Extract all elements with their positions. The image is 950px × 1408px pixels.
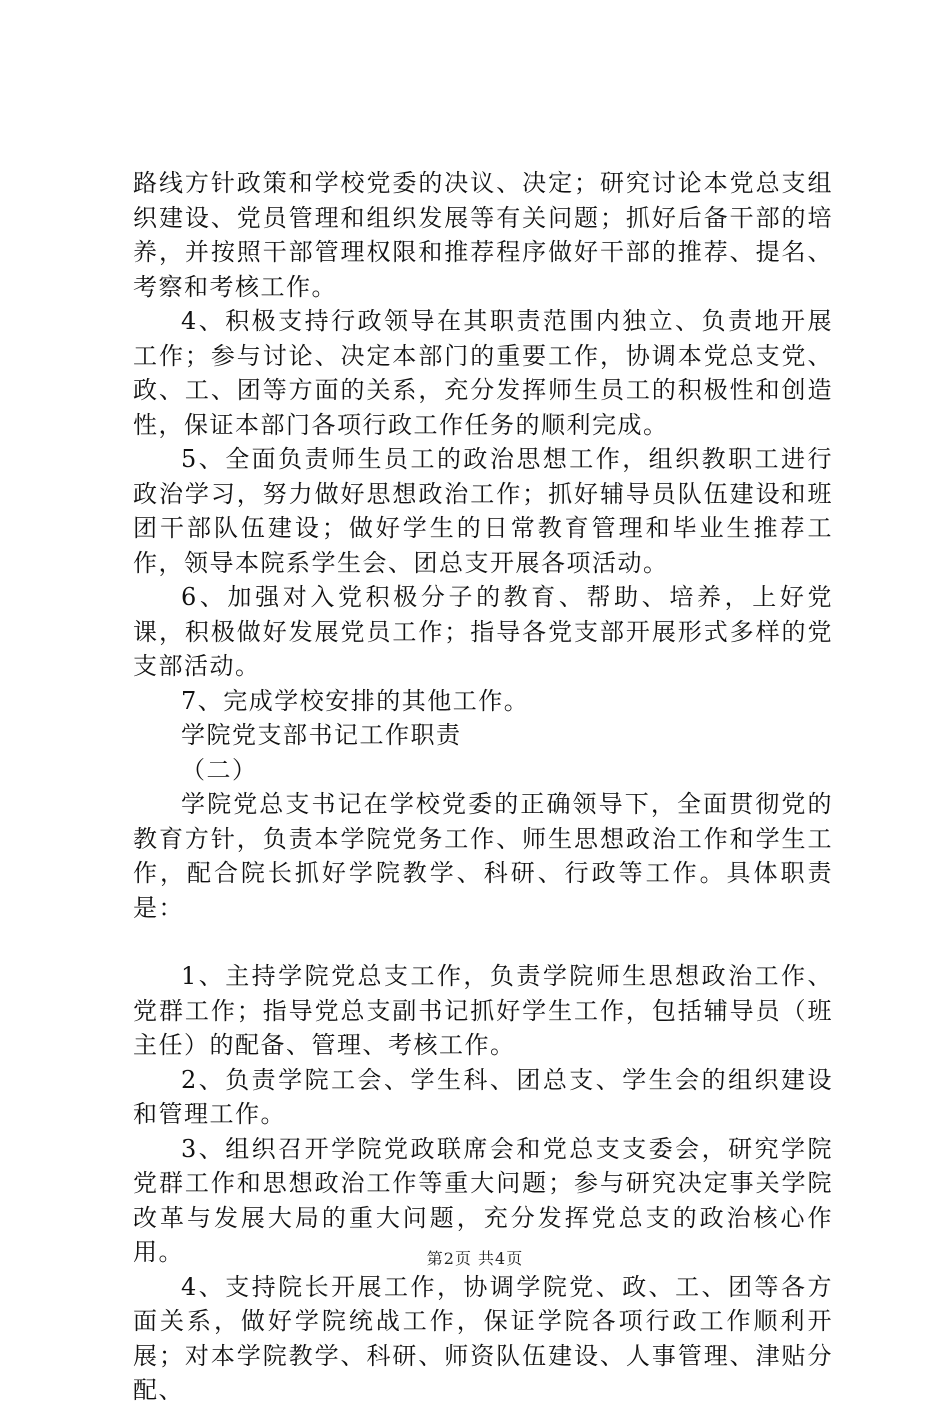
- paragraph-duty-3: 3、组织召开学院党政联席会和党总支支委会，研究学院党群工作和思想政治工作等重大问题；参与研究决定事关学院改革与发展大局的重大问题，充分发挥党总支的政治核心作用。: [133, 1134, 833, 1266]
- section-heading: 学院党支部书记工作职责: [181, 721, 462, 749]
- paragraph-duty-2: 2、负责学院工会、学生科、团总支、学生会的组织建设和管理工作。: [133, 1065, 833, 1128]
- paragraph-intro: 学院党总支书记在学校党委的正确领导下，全面贯彻党的教育方针，负责本学院党务工作、师生思想政治工作和学生工作，配合院长抓好学院教学、科研、行政等工作。具体职责是：: [133, 790, 833, 922]
- page-footer: 第2页 共4页: [426, 1249, 524, 1268]
- section-number: （二）: [181, 755, 258, 784]
- paragraph-item-7: 7、完成学校安排的其他工作。: [181, 686, 530, 715]
- paragraph-item-4: 4、积极支持行政领导在其职责范围内独立、负责地开展工作；参与讨论、决定本部门的重要工作，协调本党总支党、政、工、团等方面的关系，充分发挥师生员工的积极性和创造性，保证本部门各项行政工作任务的顺利完成。: [133, 307, 833, 439]
- paragraph-continuation: 路线方针政策和学校党委的决议、决定；研究讨论本党总支组织建设、党员管理和组织发展等有关问题；抓好后备干部的培养，并按照干部管理权限和推荐程序做好干部的推荐、提名、考察和考核工作。: [133, 169, 833, 301]
- blank-line: [133, 925, 833, 959]
- paragraph-item-5: 5、全面负责师生员工的政治思想工作，组织教职工进行政治学习，努力做好思想政治工作；抓好辅导员队伍建设和班团干部队伍建设；做好学生的日常教育管理和毕业生推荐工作，领导本院系学生会、团总支开展各项活动。: [133, 445, 833, 577]
- paragraph-duty-1: 1、主持学院党总支工作，负责学院师生思想政治工作、党群工作；指导党总支副书记抓好学生工作，包括辅导员（班主任）的配备、管理、考核工作。: [133, 962, 833, 1059]
- document-body: [133, 166, 833, 1408]
- paragraph-item-6: 6、加强对入党积极分子的教育、帮助、培养，上好党课，积极做好发展党员工作；指导各党支部开展形式多样的党支部活动。: [133, 583, 833, 680]
- paragraph-duty-4: 4、支持院长开展工作，协调学院党、政、工、团等各方面关系，做好学院统战工作，保证学院各项行政工作顺利开展；对本学院教学、科研、师资队伍建设、人事管理、津贴分配、: [133, 1272, 833, 1404]
